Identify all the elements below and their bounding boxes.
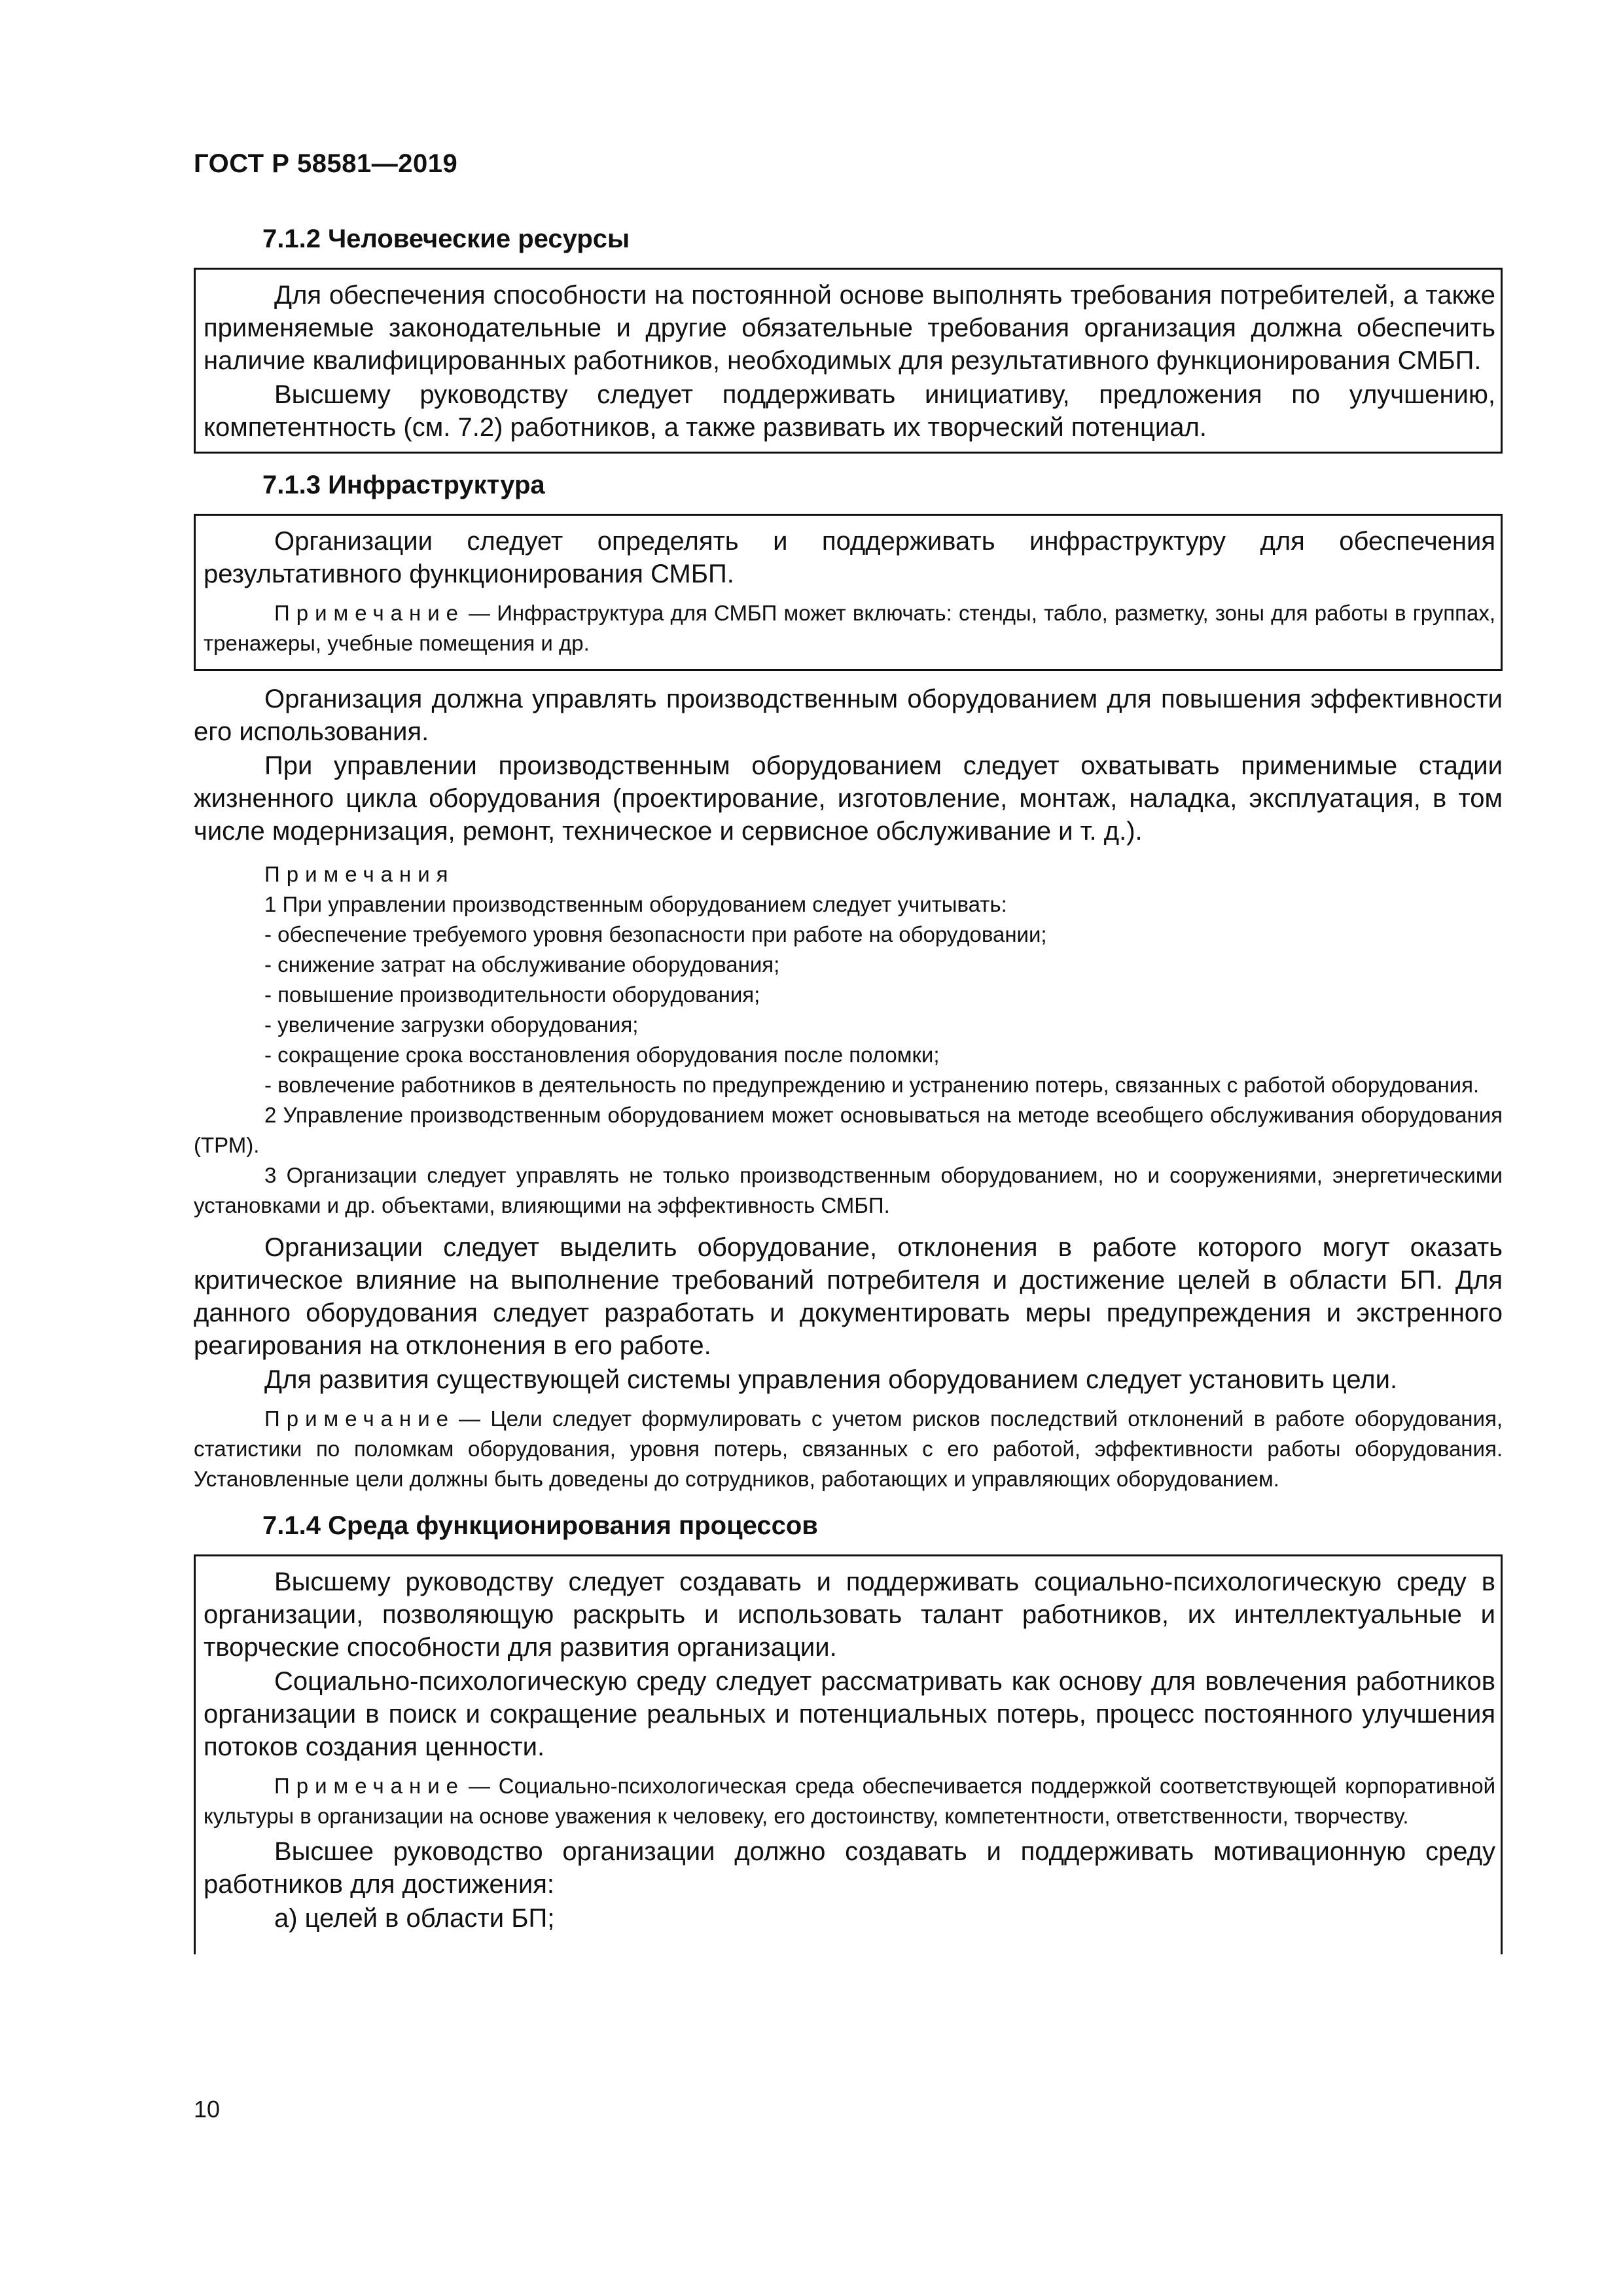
note-line: 1 При управлении производственным оборудованием следует учитывать: (264, 892, 1007, 916)
note (194, 1404, 1503, 1494)
paragraph: Организации следует выделить оборудование, отклонения в работе которого могут оказать критическое влияние на выполнение требований потребителя и достижение целей в области БП. Для данного оборудования следует разработать и документировать меры предупреждения и экстренного реагирования на отклонения в его работе. (194, 1233, 1503, 1360)
section-heading-7-1-4: 7.1.4 Среда функционирования процессов (262, 1511, 818, 1540)
boxed-text-7-1-2 (194, 268, 1503, 454)
paragraph: Организация должна управлять производственным оборудованием для повышения эффективности его использования. (194, 685, 1503, 746)
note (204, 598, 1495, 658)
section-heading-7-1-3: 7.1.3 Инфраструктура (262, 471, 545, 499)
paragraph: Для обеспечения способности на постоянной основе выполнять требования потребителей, а также применяемые законодательные и другие обязательные требования организация должна обеспечить наличие квалифицированных работников, необходимых для результативного функционирования СМБП. (204, 281, 1495, 375)
notes-title: Примечания (264, 862, 455, 886)
note-text: — Социально-психологическая среда обеспечивается поддержкой соответствующей корпоративной культуры в организации на основе уважения к человеку, его достоинству, компетентности, ответственности, творчеству. (204, 1774, 1495, 1828)
note-line: 3 Организации следует управлять не только производственным оборудованием, но и сооружениями, энергетическими установками и др. объектами, влияющими на эффективность СМБП. (194, 1163, 1503, 1217)
document-page (194, 0, 1503, 2296)
list-item: а) целей в области БП; (274, 1904, 555, 1933)
paragraph: При управлении производственным оборудованием следует охватывать применимые стадии жизненного цикла оборудования (проектирование, изготовление, монтаж, наладка, эксплуатация, в том числе модернизация, ремонт, техническое и сервисное обслуживание и т. д.). (194, 751, 1503, 846)
document-header: ГОСТ Р 58581—2019 (194, 149, 458, 178)
boxed-text-7-1-4 (194, 1554, 1503, 1954)
note-line: - вовлечение работников в деятельность по предупреждению и устранению потерь, связанных с работой оборудования. (264, 1073, 1480, 1097)
unboxed-text-7-1-3 (194, 683, 1503, 1494)
paragraph: Высшее руководство организации должно создавать и поддерживать мотивационную среду работников для достижения: (204, 1837, 1495, 1899)
note-label: Примечание (274, 601, 465, 625)
boxed-text-7-1-3 (194, 514, 1503, 671)
page-number: 10 (194, 2096, 221, 2123)
note-label: Примечание (274, 1774, 465, 1798)
paragraph: Организации следует определять и поддерживать инфраструктуру для обеспечения результативного функционирования СМБП. (204, 527, 1495, 588)
paragraph: Высшему руководству следует создавать и поддерживать социально-психологическую среду в организации, позволяющую раскрыть и использовать талант работников, их интеллектуальные и творческие способности для развития организации. (204, 1568, 1495, 1662)
note-line: - повышение производительности оборудования; (264, 982, 760, 1007)
note-label: Примечание (264, 1407, 455, 1431)
note-text: — Цели следует формулировать с учетом рисков последствий отклонений в работе оборудования, статистики по поломкам оборудования, уровня потерь, связанных с его работой, эффективности работы оборудования. Установленные цели должны быть доведены до сотрудников, работающих и управляющих оборудованием. (194, 1407, 1503, 1491)
section-heading-7-1-2: 7.1.2 Человеческие ресурсы (262, 224, 630, 253)
note-line: 2 Управление производственным оборудованием может основываться на методе всеобщего обслуживания оборудования (ТРМ). (194, 1103, 1503, 1157)
paragraph: Социально-психологическую среду следует рассматривать как основу для вовлечения работников организации в поиск и сокращение реальных и потенциальных потерь, процесс постоянного улучшения потоков создания ценности. (204, 1667, 1495, 1761)
note-text: — Инфраструктура для СМБП может включать: стенды, табло, разметку, зоны для работы в группах, тренажеры, учебные помещения и др. (204, 601, 1495, 655)
note (204, 1771, 1495, 1831)
document-body (194, 219, 1503, 1954)
note-line: - увеличение загрузки оборудования; (264, 1013, 639, 1037)
paragraph: Для развития существующей системы управления оборудованием следует установить цели. (264, 1365, 1398, 1394)
paragraph: Высшему руководству следует поддерживать инициативу, предложения по улучшению, компетентность (см. 7.2) работников, а также развивать их творческий потенциал. (204, 380, 1495, 442)
note-line: - сокращение срока восстановления оборудования после поломки; (264, 1043, 940, 1067)
note-line: - обеспечение требуемого уровня безопасности при работе на оборудовании; (264, 922, 1047, 946)
note-line: - снижение затрат на обслуживание оборудования; (264, 952, 780, 977)
